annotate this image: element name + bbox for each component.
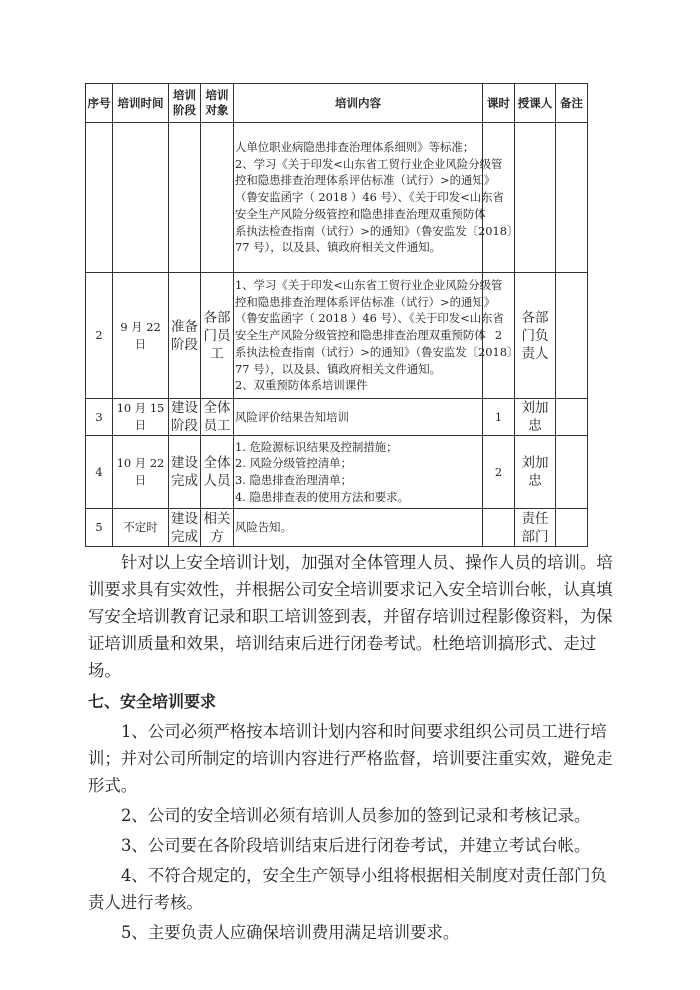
content-line: 77 号），以及县、镇政府相关文件通知。 <box>235 361 442 376</box>
cell-content <box>234 123 519 273</box>
content-line: 4. 隐患排查表的使用方法和要求。 <box>235 489 409 504</box>
cell-no: 5 <box>86 509 113 547</box>
content-line: 2、学习《关于印发<山东省工贸行业企业风险分级管 <box>235 156 503 171</box>
summary-text: 针对以上安全培训计划，加强对全体管理人员、操作人员的培训。培训要求具有实效性，并根据公司安全培训要求记入安全培训台帐，认真填写安全培训教育记录和职工培训签到表，并留存培训过程影像资料，为保证培训质量和效果，培训结束后进行闭卷考试。杜绝培训搞形式、走过场。 <box>88 553 613 680</box>
table-header-row <box>86 84 588 123</box>
content-line: 风险评价结果告知培训 <box>235 409 349 424</box>
content-line: 77 号），以及县、镇政府相关文件通知。 <box>235 240 442 255</box>
cell-target: 各部门员工 <box>201 273 234 399</box>
cell-hours <box>483 509 515 547</box>
table-row <box>86 436 588 509</box>
header-teacher: 授课人 <box>515 84 556 123</box>
cell-time: 10 月 22 日 <box>113 436 169 509</box>
content-line: （鲁安监函字（ 2018 ）46 号）、《关于印发<山东省 <box>235 190 504 205</box>
cell-teacher: 刘加忠 <box>515 436 556 509</box>
header-no: 序号 <box>86 84 113 123</box>
content-line: 1. 危险源标识结果及控制措施； <box>235 439 398 454</box>
cell-stage <box>169 123 201 273</box>
cell-teacher: 责任部门 <box>515 509 556 547</box>
cell-no: 3 <box>86 399 113 436</box>
summary-paragraph <box>88 549 616 684</box>
cell-remark <box>556 399 588 436</box>
requirements-list <box>88 718 616 946</box>
content-line: 3. 隐患排查治理清单； <box>235 473 353 487</box>
header-hours: 课时 <box>483 84 515 123</box>
content-line: 安全生产风险分级管控和隐患排查治理双重预防体 <box>235 206 486 221</box>
content-line: 2、双重预防体系培训课件 <box>235 378 368 393</box>
table-row <box>86 273 588 399</box>
content-line: 系执法检查指南（试行）>的通知》（鲁安监发〔2018〕 <box>235 344 519 359</box>
cell-hours: 1 <box>483 399 515 436</box>
cell-remark <box>556 273 588 399</box>
cell-stage: 建设完成 <box>169 509 201 547</box>
requirement-item: 3、公司要在各阶段培训结束后进行闭卷考试，并建立考试台帐。 <box>121 836 591 855</box>
cell-content <box>234 436 483 509</box>
requirement-item: 2、公司的安全培训必须有培训人员参加的签到记录和考核记录。 <box>121 806 591 825</box>
cell-teacher: 各部门负责人 <box>515 273 556 399</box>
cell-target: 全体员工 <box>201 399 234 436</box>
cell-time <box>113 123 169 273</box>
cell-remark <box>556 509 588 547</box>
cell-content <box>234 273 519 399</box>
cell-target: 全体人员 <box>201 436 234 509</box>
header-remark: 备注 <box>556 84 588 123</box>
cell-no: 4 <box>86 436 113 509</box>
cell-teacher: 刘加忠 <box>515 399 556 436</box>
content-line: （鲁安监函字（ 2018 ）46 号）、《关于印发<山东省 <box>235 311 504 326</box>
content-line: 控和隐患排查治理体系评估标准（试行）>的通知》 <box>235 173 496 188</box>
content-line: 人单位职业病隐患排查治理体系细则》等标准； <box>235 140 475 155</box>
cell-stage: 建设阶段 <box>169 399 201 436</box>
requirement-item: 5、主要负责人应确保培训费用满足培训要求。 <box>121 923 460 942</box>
content-line: 2. 风险分级管控清单； <box>235 456 353 471</box>
section-title: 七、安全培训要求 <box>88 692 217 711</box>
cell-hours: 2 <box>483 436 515 509</box>
table-row <box>86 123 588 273</box>
content-line: 风险告知。 <box>235 520 292 535</box>
cell-time: 10 月 15 日 <box>113 399 169 436</box>
cell-remark <box>556 436 588 509</box>
cell-stage: 建设完成 <box>169 436 201 509</box>
cell-content <box>234 509 483 547</box>
content-line: 系执法检查指南（试行）>的通知》（鲁安监发〔2018〕 <box>235 223 519 238</box>
header-stage: 培训阶段 <box>169 84 201 123</box>
cell-teacher <box>515 123 556 273</box>
cell-no <box>86 123 113 273</box>
cell-remark <box>556 123 588 273</box>
cell-time: 不定时 <box>113 509 169 547</box>
content-line: 安全生产风险分级管控和隐患排查治理双重预防体 <box>235 328 486 343</box>
cell-stage: 准备阶段 <box>169 273 201 399</box>
cell-hours: 2 <box>483 273 515 399</box>
requirement-item: 4、不符合规定的，安全生产领导小组将根据相关制度对责任部门负责人进行考核。 <box>88 866 607 912</box>
cell-target <box>201 123 234 273</box>
header-content: 培训内容 <box>234 84 483 123</box>
content-line: 1、学习《关于印发<山东省工贸行业企业风险分级管 <box>235 278 503 293</box>
training-plan-table <box>85 83 588 547</box>
cell-time: 9 月 22 日 <box>113 273 169 399</box>
cell-no: 2 <box>86 273 113 399</box>
header-time: 培训时间 <box>113 84 169 123</box>
content-line: 控和隐患排查治理体系评估标准（试行）>的通知》 <box>235 294 496 309</box>
table-row <box>86 399 588 436</box>
requirement-item: 1、公司必须严格按本培训计划内容和时间要求组织公司员工进行培训；并对公司所制定的培训内容进行严格监督，培训要注重实效，避免走形式。 <box>88 722 613 795</box>
header-target: 培训对象 <box>201 84 234 123</box>
cell-target: 相关方 <box>201 509 234 547</box>
cell-content <box>234 399 483 436</box>
table-row <box>86 509 588 547</box>
